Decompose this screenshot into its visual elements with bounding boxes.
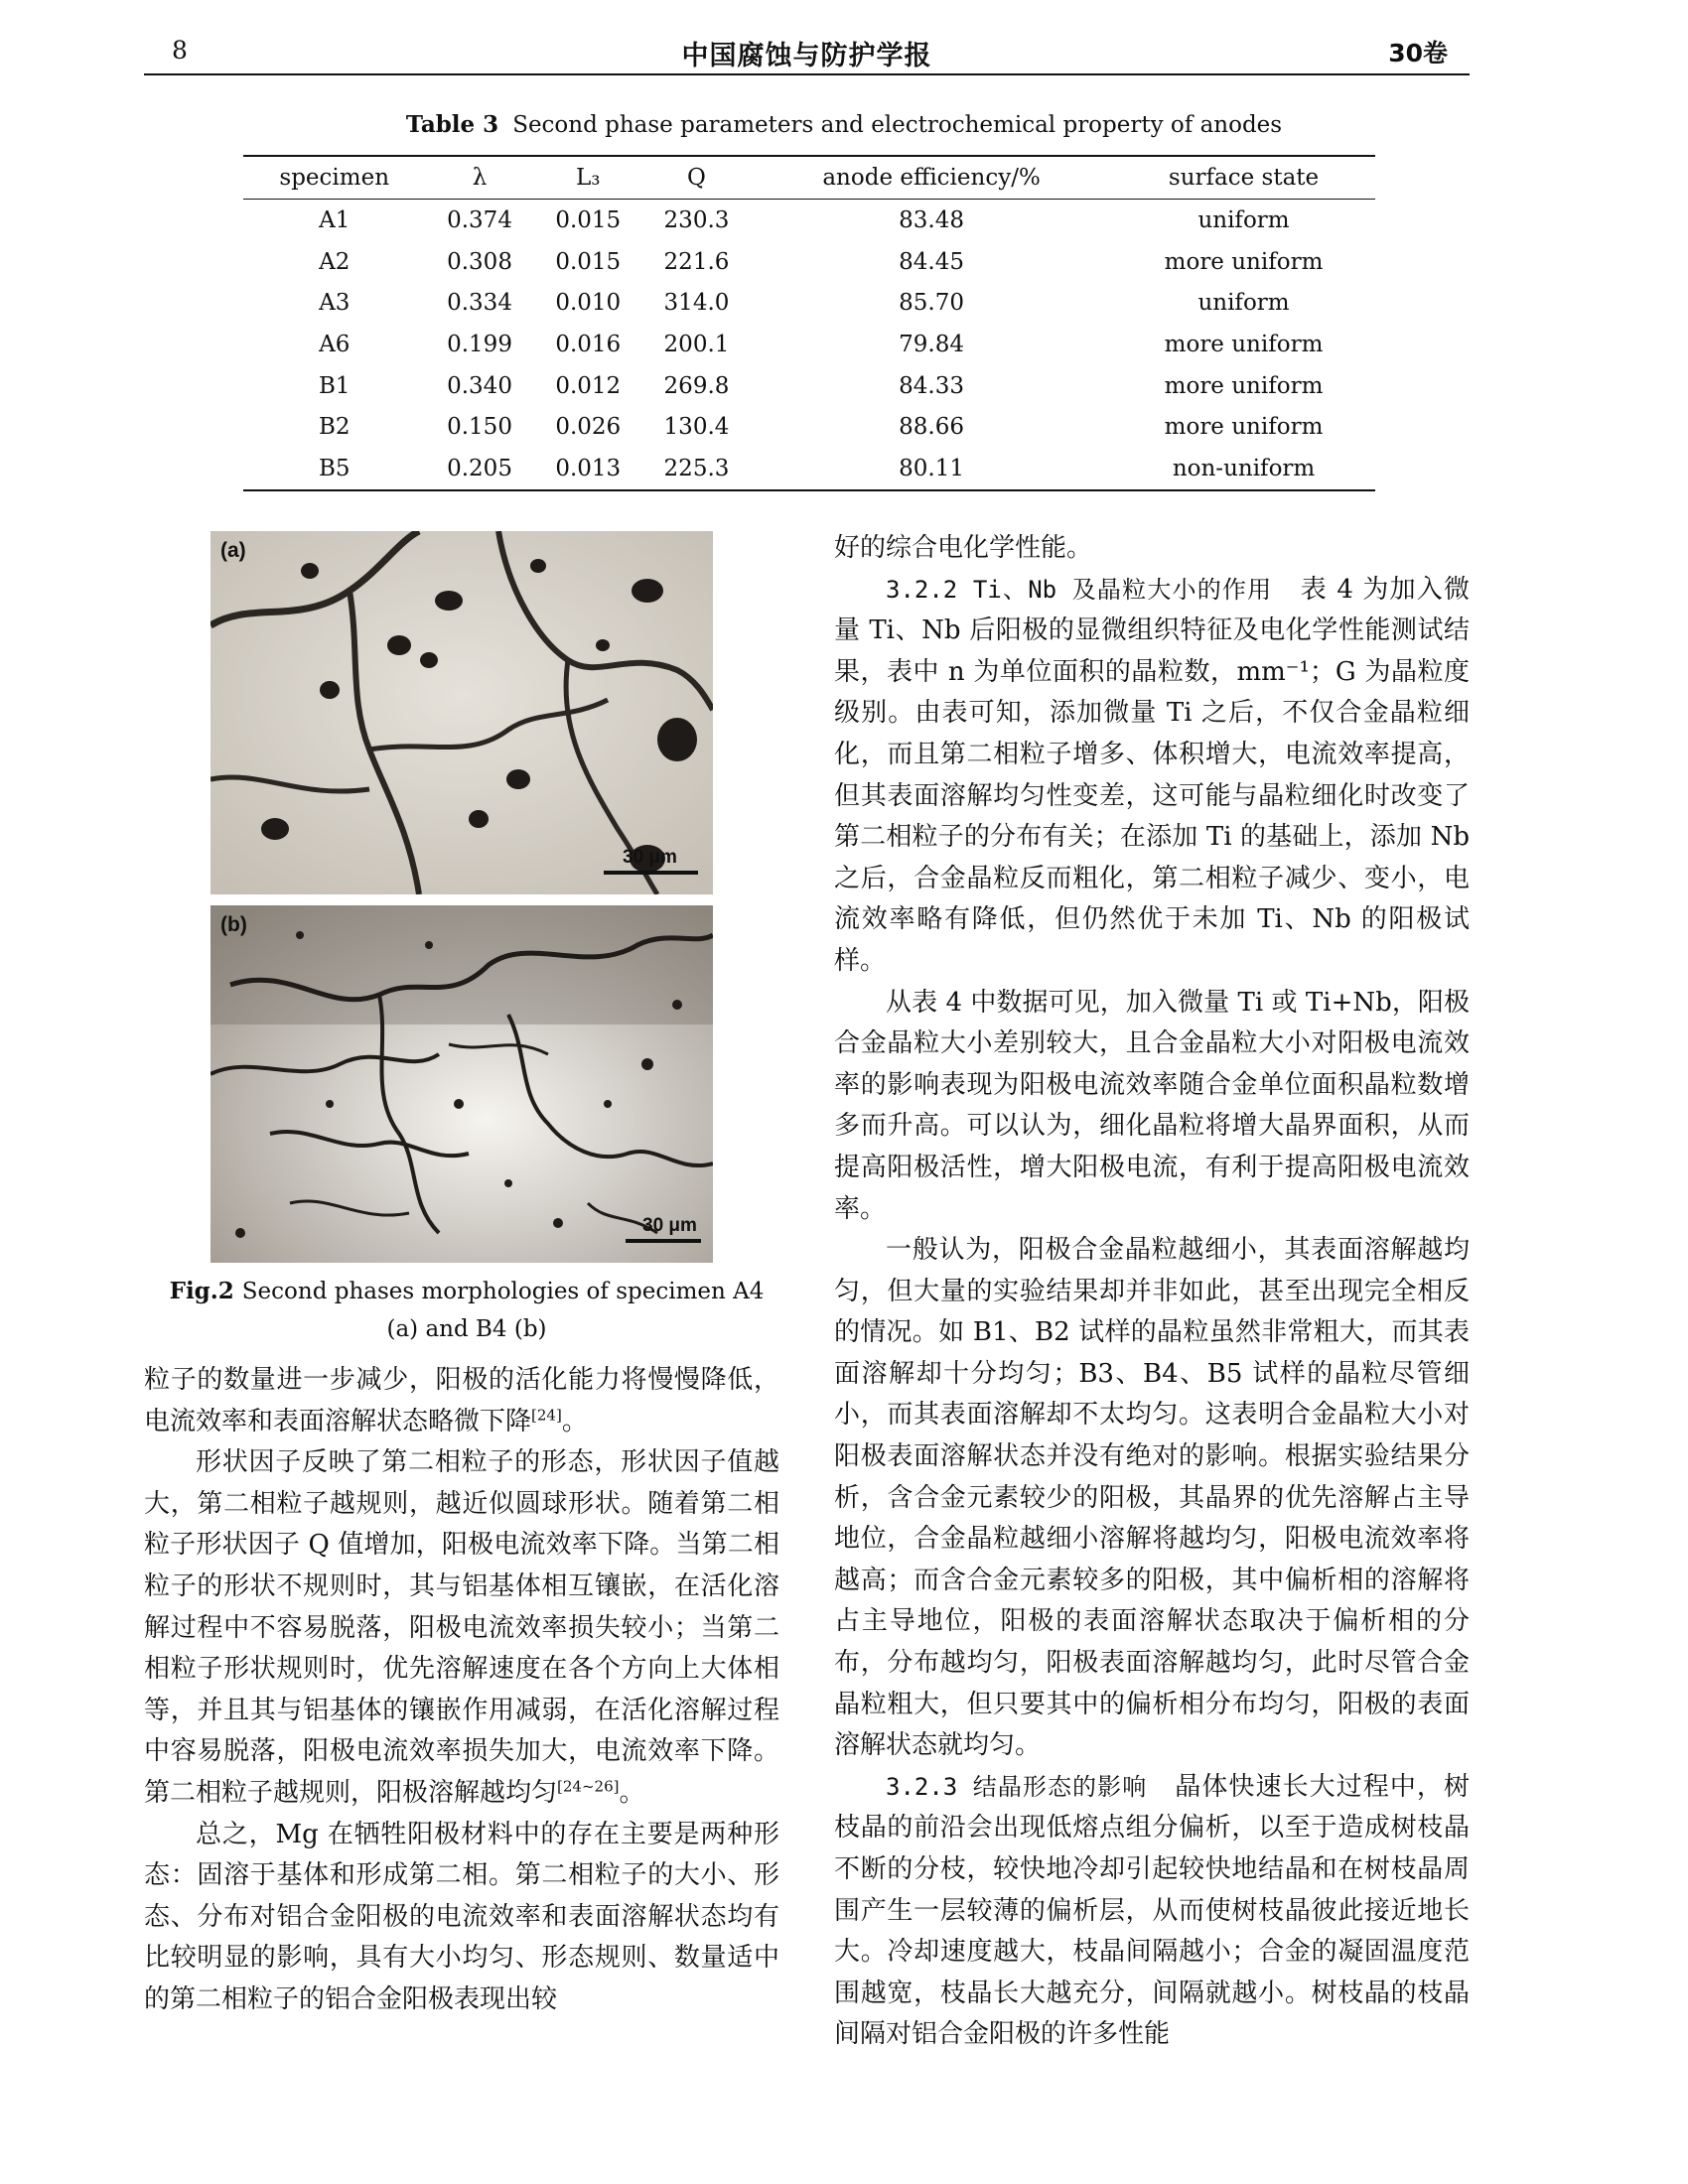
table-cell: 0.016: [555, 331, 622, 357]
figure-label: Fig.2: [169, 1278, 234, 1304]
table-cell: 79.84: [899, 331, 964, 357]
table-cell: B1: [318, 372, 351, 399]
table-cell: 80.11: [751, 448, 1112, 490]
paragraph-text: 粒子的数量进一步减少，阳极的活化能力将慢慢降低，电流效率和表面溶解状态略微下降: [144, 1365, 779, 1436]
table-cell: uniform: [1197, 206, 1290, 233]
table-row: [243, 241, 1375, 283]
table-cell: A6: [319, 331, 351, 357]
table-cell: more uniform: [1164, 372, 1324, 399]
paragraph-end: 。: [561, 1406, 588, 1436]
col-header: Q: [642, 156, 751, 200]
journal-title: 中国腐蚀与防护学报: [681, 41, 932, 71]
running-header: [144, 28, 1470, 75]
table-cell: 225.3: [642, 448, 751, 490]
table-row: [243, 365, 1375, 407]
section-3-2-2: [834, 570, 1470, 983]
paragraph: 好的综合电化学性能。: [834, 533, 1093, 563]
table-cell: more uniform: [1164, 248, 1324, 275]
table-cell: 0.010: [555, 290, 622, 317]
micrograph-b: [211, 905, 713, 1263]
table-cell: B5: [243, 448, 425, 490]
paragraph: 一般认为，阳极合金晶粒越细小，其表面溶解越均匀，但大量的实验结果却并非如此，甚至出现完全相反的情况。如 B1、B2 试样的晶粒虽然非常粗大，而其表面溶解却十分均匀；B3、B4、B5 试样的晶粒尽管细小，而其表面溶解却不太均匀。这表明合金晶粒大小对阳极表面溶解状态并没有绝对的影响。根据实验结果分析，含合金元素较少的阳极，其晶界的优先溶解占主导地位，合金晶粒越细小溶解将越均匀，阳极电流效率将越高；而含合金元素较多的阳极，其中偏析相的溶解将占主导地位，阳极的表面溶解状态取决于偏析相的分布，分布越均匀，阳极表面溶解越均匀，此时尽管合金晶粒粗大，但只要其中的偏析相分布均匀，阳极的表面溶解状态就均匀。: [834, 1235, 1470, 1761]
section-3-2-3: [834, 1767, 1470, 2056]
scale-bar-b: [626, 1239, 701, 1243]
table-cell: 0.012: [555, 372, 622, 399]
micrograph-a-image: [211, 531, 713, 894]
paragraph-text: 表 4 为加入微量 Ti、Nb 后阳极的显微组织特征及电化学性能测试结果，表中 n 为单位面积的晶粒数，mm⁻¹；G 为晶粒度级别。由表可知，添加微量 Ti 之后，不仅合金晶粒细化，而且第二相粒子增多、体积增大，电流效率提高，但其表面溶解均匀性变差，这可能与晶粒细化时改变了第二相粒子的分布有关；在添加 Ti 的基础上，添加 Nb 之后，合金晶粒反而粗化，第二相粒子减少、变小，电流效率略有降低，但仍然优于未加 Ti、Nb 的阳极试样。: [834, 574, 1470, 976]
table-cell: 0.015: [555, 248, 622, 275]
table-cell: 314.0: [663, 290, 730, 317]
paragraph: 总之，Mg 在牺牲阳极材料中的存在主要是两种形态：固溶于基体和形成第二相。第二相粒子的大小、形态、分布对铝合金阳极的电流效率和表面溶解状态均有比较明显的影响，具有大小均匀、形态规则、数量适中的第二相粒子的铝合金阳极表现出较: [144, 1819, 779, 2014]
paragraph-text: 晶体快速长大过程中，树枝晶的前沿会出现低熔点组分偏析，以至于造成树枝晶不断的分枝，较快地冷却引起较快地结晶和在树枝晶周围产生一层较薄的偏析层，从而使树枝晶彼此接近地长大。冷却速度越大，枝晶间隔越小；合金的凝固温度范围越宽，枝晶长大越充分，间隔就越小。树枝晶的枝晶间隔对铝合金阳极的许多性能: [834, 1771, 1470, 2050]
figure-caption-line1: [159, 1273, 774, 1310]
section-heading: 3.2.2 Ti、Nb 及晶粒大小的作用: [886, 575, 1273, 604]
table-cell: B2: [318, 414, 351, 441]
table-cell: 0.308: [447, 248, 512, 275]
paragraph: [144, 1360, 779, 1442]
section-heading: 3.2.3 结晶形态的影响: [886, 1772, 1148, 1801]
table-cell: A1: [319, 206, 351, 233]
table-cell: 221.6: [663, 248, 730, 275]
table-cell: 85.70: [899, 290, 964, 317]
table-row: [243, 448, 1375, 490]
table-cell: 0.374: [447, 206, 512, 233]
table-cell: 83.48: [899, 206, 964, 233]
table-row: [243, 282, 1375, 324]
panel-b-label: (b): [220, 913, 247, 936]
left-text-column: [144, 1360, 779, 2021]
citation: [24]: [531, 1405, 562, 1424]
table-cell: 0.015: [555, 206, 622, 233]
figure-caption-text: Second phases morphologies of specimen A4: [241, 1279, 765, 1304]
table-cell: 84.33: [899, 372, 964, 399]
table-header-row: [243, 156, 1375, 200]
table-cell: 88.66: [899, 414, 964, 441]
table-cell: A3: [319, 290, 351, 317]
panel-a-label: (a): [220, 539, 246, 562]
volume-label: 30卷: [1388, 39, 1448, 68]
second-phase-table: [243, 155, 1375, 491]
micrograph-a: [211, 531, 713, 894]
table-cell: 269.8: [663, 372, 730, 399]
table-cell: A2: [319, 248, 351, 275]
table-cell: 0.334: [447, 290, 512, 317]
paragraph-end: 。: [619, 1777, 645, 1808]
scale-bar-a: [604, 871, 698, 875]
table-row: [243, 406, 1375, 448]
table-row: [243, 200, 1375, 241]
col-header: L₃: [534, 156, 642, 200]
figure-caption-line2: (a) and B4 (b): [386, 1316, 547, 1342]
right-text-column: [834, 528, 1470, 2056]
table-caption: [0, 111, 1688, 138]
table-cell: 200.1: [663, 331, 730, 357]
table-cell: non-uniform: [1112, 448, 1375, 490]
paragraph: 从表 4 中数据可见，加入微量 Ti 或 Ti+Nb，阳极合金晶粒大小差别较大，且合金晶粒大小对阳极电流效率的影响表现为阳极电流效率随合金单位面积晶粒数增多而升高。可以认为，细化晶粒将增大晶界面积，从而提高阳极活性，增大阳极电流，有利于提高阳极电流效率。: [834, 987, 1470, 1224]
micrograph-b-image: [211, 905, 713, 1263]
table-cell: 0.199: [447, 331, 512, 357]
table-title: Second phase parameters and electrochemical property of anodes: [512, 112, 1283, 138]
col-header: specimen: [243, 156, 425, 200]
figure-caption: [159, 1273, 774, 1348]
table-cell: uniform: [1197, 290, 1290, 317]
table-cell: 130.4: [663, 414, 730, 441]
table-label: Table 3: [405, 111, 499, 138]
table-cell: 0.205: [425, 448, 533, 490]
paragraph: [144, 1442, 779, 1814]
table-cell: more uniform: [1164, 331, 1324, 357]
table-cell: more uniform: [1164, 414, 1324, 441]
col-header: anode efficiency/%: [751, 156, 1112, 200]
citation: [24~26]: [557, 1777, 620, 1796]
col-header: surface state: [1112, 156, 1375, 200]
table-cell: 84.45: [899, 248, 964, 275]
table-cell: 0.013: [534, 448, 642, 490]
table-cell: 0.026: [555, 414, 622, 441]
scale-label-b: 30 μm: [642, 1215, 697, 1236]
table-row: [243, 324, 1375, 365]
table-cell: 230.3: [663, 206, 730, 233]
paragraph-text: 形状因子反映了第二相粒子的形态，形状因子值越大，第二相粒子越规则，越近似圆球形状。随着第二相粒子形状因子 Q 值增加，阳极电流效率下降。当第二相粒子的形状不规则时，其与铝基体相互镶嵌，在活化溶解过程中不容易脱落，阳极电流效率损失较小；当第二相粒子形状规则时，优先溶解速度在各个方向上大体相等，并且其与铝基体的镶嵌作用减弱，在活化溶解过程中容易脱落，阳极电流效率损失加大，电流效率下降。第二相粒子越规则，阳极溶解越均匀: [144, 1447, 779, 1808]
table-cell: 0.150: [447, 414, 512, 441]
page-number: 8: [172, 36, 188, 65]
col-header: λ: [425, 156, 533, 200]
table-cell: 0.340: [447, 372, 512, 399]
scale-label-a: 30 μm: [623, 847, 677, 868]
